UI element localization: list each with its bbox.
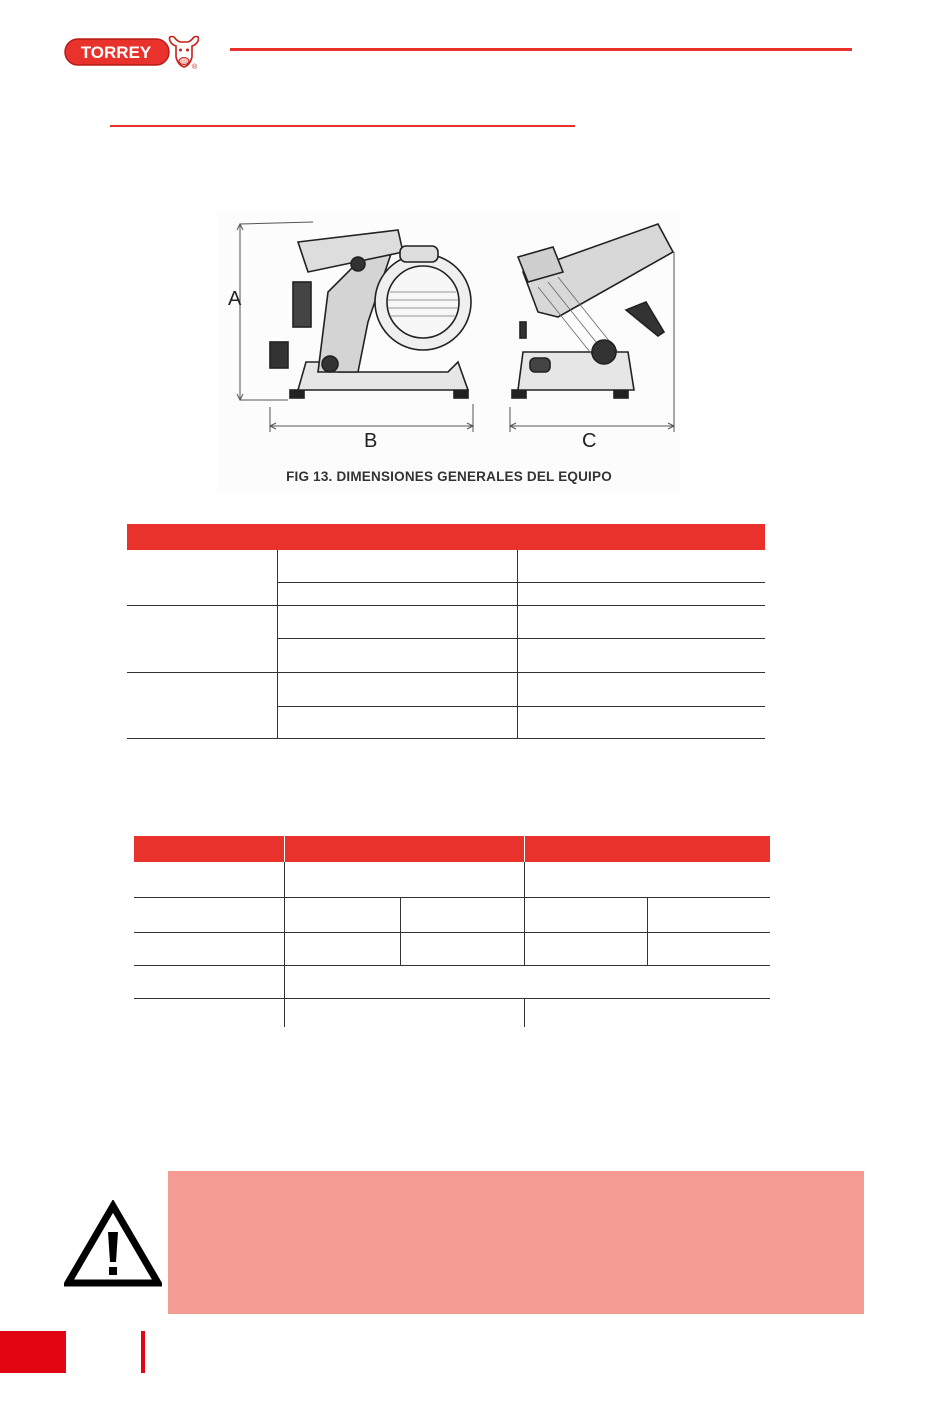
table-cell <box>517 550 765 583</box>
table-cell <box>284 933 400 966</box>
table-cell <box>517 673 765 707</box>
footer-rule <box>141 1331 145 1373</box>
table-header-row <box>127 524 765 550</box>
table-row <box>134 966 770 999</box>
warning-box <box>168 1171 864 1314</box>
table-cell <box>127 673 277 739</box>
bull-head-icon <box>170 37 199 68</box>
table-cell <box>517 583 765 606</box>
table-row <box>134 862 770 898</box>
figure-caption: FIG 13. DIMENSIONES GENERALES DEL EQUIPO <box>286 469 612 484</box>
table-cell <box>284 966 770 999</box>
table-cell <box>127 606 277 673</box>
table-cell <box>277 639 517 673</box>
table-cell <box>134 862 284 898</box>
equipment-dimensions-figure <box>218 212 680 492</box>
dimension-label-a: A <box>228 288 242 310</box>
table-cell <box>284 898 400 933</box>
table-row <box>127 550 765 583</box>
header-rule <box>230 48 852 51</box>
dimension-label-b: B <box>364 430 378 452</box>
table-cell <box>277 583 517 606</box>
table-cell <box>277 550 517 583</box>
table-cell <box>647 933 770 966</box>
dimensions-table <box>127 524 765 739</box>
table-row <box>127 673 765 707</box>
table-header-row <box>134 836 770 862</box>
section-title-rule <box>110 125 575 127</box>
slicer-front-view-drawing <box>512 224 673 398</box>
table-cell <box>517 606 765 639</box>
table-cell <box>400 898 524 933</box>
specifications-table <box>134 836 770 1027</box>
table-cell <box>284 862 524 898</box>
table-cell <box>524 898 647 933</box>
table-cell <box>134 933 284 966</box>
dimension-label-c: C <box>582 430 597 452</box>
header-cell <box>524 836 770 862</box>
table-row <box>134 898 770 933</box>
table-cell <box>517 707 765 739</box>
warning-triangle-icon <box>64 1200 162 1288</box>
table-row <box>134 999 770 1028</box>
table-cell <box>524 933 647 966</box>
table-row <box>127 606 765 639</box>
table-row <box>134 933 770 966</box>
header-cell <box>127 524 277 550</box>
table-cell <box>127 550 277 606</box>
table-cell <box>517 639 765 673</box>
header-cell <box>134 836 284 862</box>
trademark-symbol: ® <box>192 64 198 71</box>
slicer-side-view-drawing <box>270 230 471 398</box>
table-cell <box>647 898 770 933</box>
table-cell <box>134 966 284 999</box>
table-cell <box>134 999 284 1028</box>
table-cell <box>277 707 517 739</box>
page-number-tab <box>0 1331 66 1373</box>
header-cell <box>517 524 765 550</box>
table-cell <box>134 898 284 933</box>
table-cell <box>277 673 517 707</box>
header-cell <box>284 836 524 862</box>
table-cell <box>400 933 524 966</box>
slicer-drawings <box>218 212 680 462</box>
header-cell <box>277 524 517 550</box>
brand-name: TORREY <box>80 43 152 62</box>
table-cell <box>284 999 524 1028</box>
table-cell <box>524 862 770 898</box>
table-cell <box>524 999 770 1028</box>
torrey-logo <box>64 33 199 71</box>
table-cell <box>277 606 517 639</box>
